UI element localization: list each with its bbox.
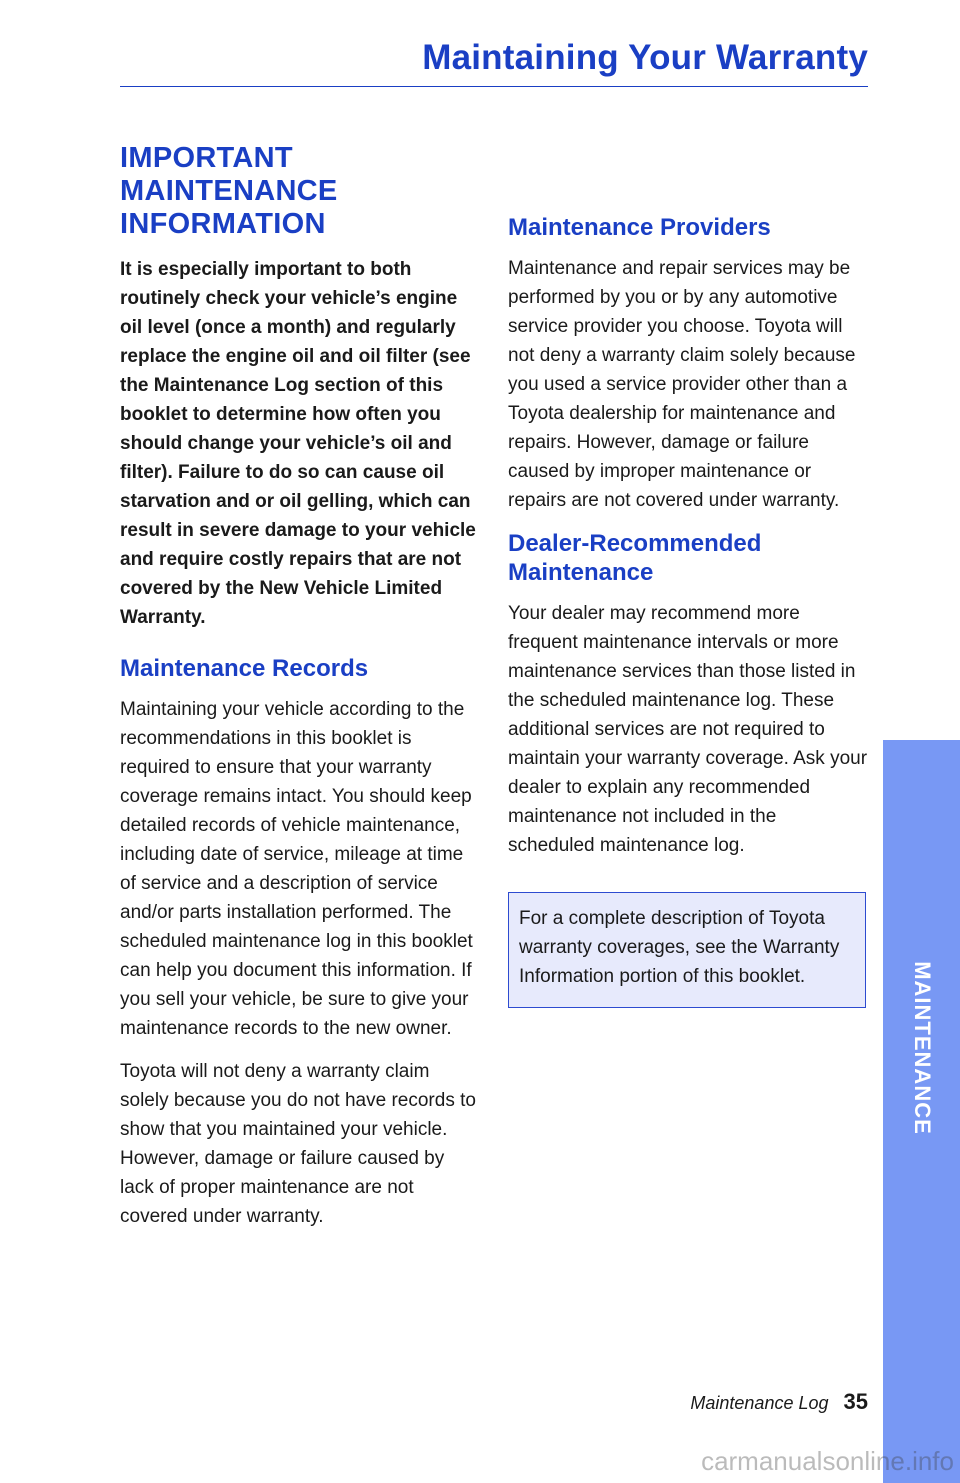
page-footer: [690, 1389, 868, 1415]
watermark: carmanualsonline.info: [701, 1446, 954, 1476]
records-paragraph-2: Toyota will not deny a warranty claim solely because you do not have records to show that you maintained your vehicle. However, damage or failure caused by lack of proper maintenance are not covered under warranty.: [120, 1061, 476, 1227]
providers-heading: Maintenance Providers: [508, 214, 771, 241]
important-info-text: It is especially important to both routinely check your vehicle’s engine oil level (once a month) and regularly replace the engine oil and oil filter (see the Maintenance Log section of this booklet to determine how often you should change your vehicle’s oil and filter). Failure to do so can cause oil starvation and or oil gelling, which can result in severe damage to your vehicle and require costly repairs that are not covered by the New Vehicle Limited Warranty.: [120, 259, 476, 628]
section-side-tab: [883, 740, 960, 1483]
dealer-recommended-paragraph: Your dealer may recommend more frequent maintenance intervals or more maintenance services than those listed in the scheduled maintenance log. These additional services are not required to maintain your warranty coverage. Ask your dealer to explain any recommended maintenance not included in the scheduled maintenance log.: [508, 603, 868, 856]
warranty-note-box: [508, 892, 866, 1008]
important-info-heading: IMPORTANT MAINTENANCE INFORMATION: [120, 142, 338, 240]
warranty-note-text: For a complete description of Toyota warranty coverages, see the Warranty Information portion of this booklet.: [519, 908, 840, 987]
page-header-title: Maintaining Your Warranty: [422, 38, 868, 77]
records-heading: Maintenance Records: [120, 655, 369, 682]
records-paragraph-1: Maintaining your vehicle according to the recommendations in this booklet is required to ensure that your warranty coverage remains intact. You should keep detailed records of vehicle maintenance, including date of service, mileage at time of service and a description of service and/or parts installation performed. The scheduled maintenance log in this booklet can help you document this information. If you sell your vehicle, be sure to give your maintenance records to the new owner.: [120, 699, 473, 1039]
side-tab-label: MAINTENANCE: [909, 961, 935, 1135]
dealer-recommended-heading: Dealer-Recommended Maintenance: [508, 530, 762, 586]
left-column: [120, 142, 480, 1245]
header-divider: [120, 86, 868, 87]
footer-section-label: Maintenance Log: [690, 1393, 829, 1413]
providers-paragraph: Maintenance and repair services may be performed by you or by any automotive service provider you choose. Toyota will not deny a warranty claim solely because you used a service provider other than a Toyota dealership for maintenance and repairs. However, damage or failure caused by improper maintenance or repairs are not covered under warranty.: [508, 258, 856, 511]
page-number: 35: [843, 1389, 868, 1414]
right-column: [508, 213, 868, 1008]
